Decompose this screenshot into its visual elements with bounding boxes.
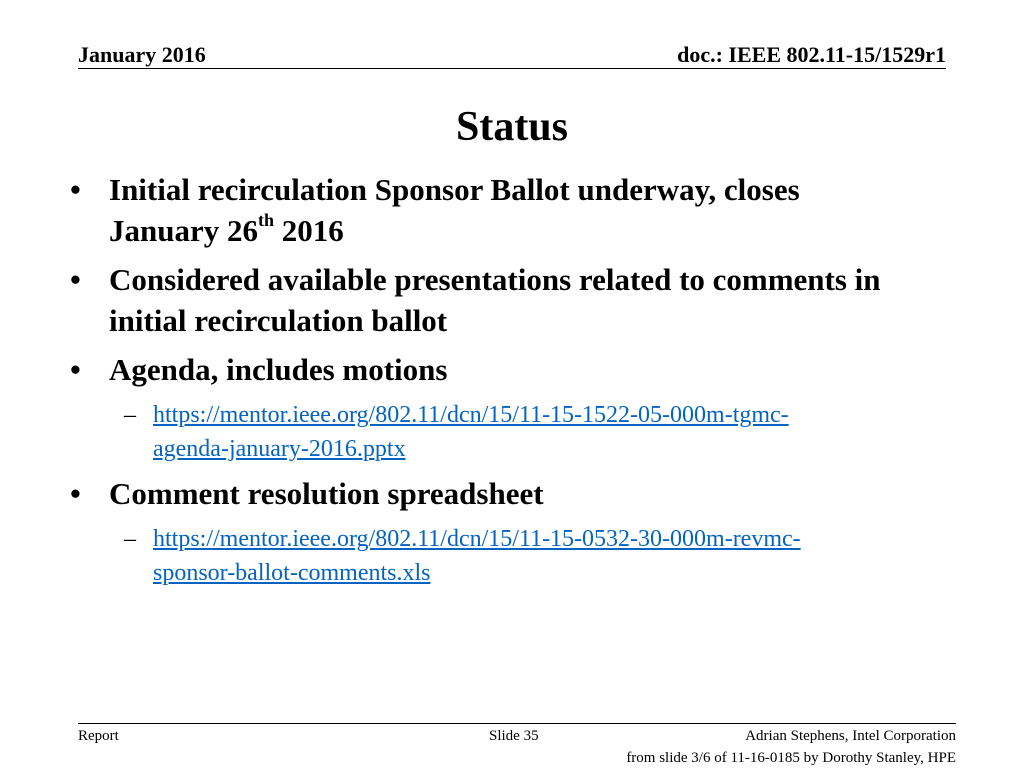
sub-bullet-marker: – — [124, 526, 136, 552]
bullet-text: Comment resolution spreadsheet — [109, 476, 544, 511]
link-line[interactable]: sponsor-ballot-comments.xls — [153, 560, 431, 586]
bullet-text: Agenda, includes motions — [109, 352, 448, 387]
bullet-line: initial recirculation ballot — [109, 303, 448, 338]
footer-author: Adrian Stephens, Intel Corporation — [745, 728, 956, 744]
header-divider — [78, 68, 946, 69]
sub-bullet-marker: – — [124, 402, 136, 428]
header-date: January 2016 — [78, 42, 206, 67]
agenda-link[interactable] — [153, 398, 953, 466]
bullet-marker: • — [70, 172, 81, 207]
bullet-marker: • — [70, 262, 81, 297]
bullet-text — [109, 259, 989, 341]
bullet-marker: • — [70, 476, 81, 511]
link-line[interactable]: https://mentor.ieee.org/802.11/dcn/15/11-15-0532-30-000m-revmc- — [153, 526, 801, 552]
footer-report-label: Report — [78, 728, 119, 744]
bullet-line: Initial recirculation Sponsor Ballot underway, closes — [109, 172, 800, 207]
slide-title: Status — [455, 104, 569, 150]
bullet-text-part: 2016 — [274, 213, 344, 248]
footer-source-note: from slide 3/6 of 11-16-0185 by Dorothy Stanley, HPE — [626, 750, 956, 766]
footer-slide-number: Slide 35 — [489, 728, 539, 744]
bullet-line — [109, 210, 989, 251]
bullet-marker: • — [70, 352, 81, 387]
bullet-text-part: January 26 — [109, 213, 258, 248]
spreadsheet-link[interactable] — [153, 522, 953, 590]
bullet-text — [109, 169, 989, 251]
header-doc-id: doc.: IEEE 802.11-15/1529r1 — [677, 42, 946, 67]
bullet-line: Considered available presentations related to comments in — [109, 262, 881, 297]
link-line[interactable]: https://mentor.ieee.org/802.11/dcn/15/11-15-1522-05-000m-tgmc- — [153, 402, 789, 428]
superscript: th — [258, 209, 275, 230]
footer-divider — [78, 723, 956, 724]
link-line[interactable]: agenda-january-2016.pptx — [153, 436, 406, 462]
